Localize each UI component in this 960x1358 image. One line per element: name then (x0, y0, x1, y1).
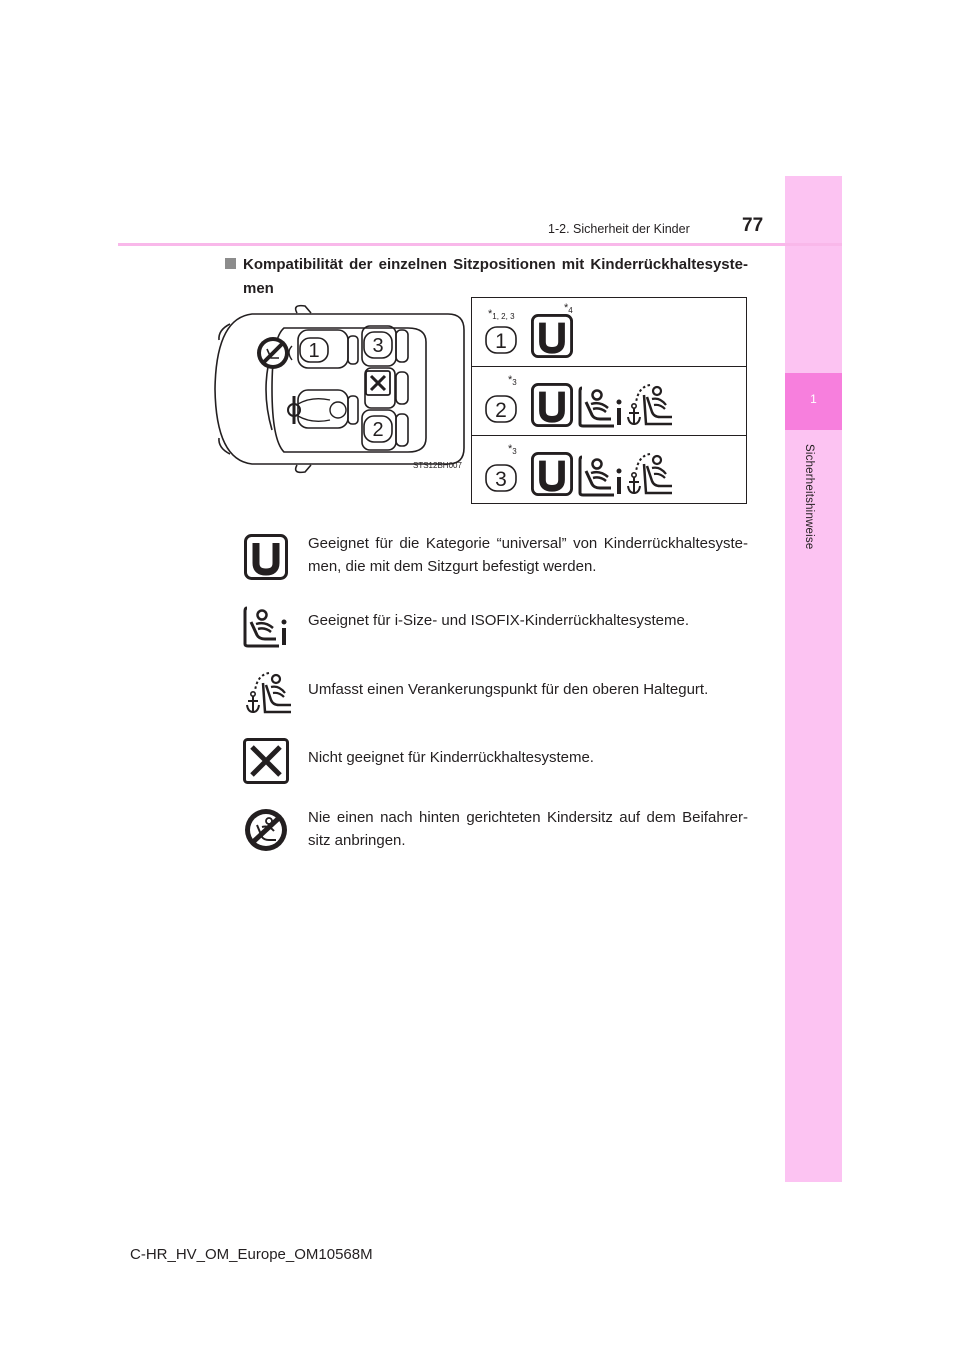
seat-number-2-icon (485, 395, 517, 423)
legend-text: Umfasst einen Verankerungspunkt für den oberen Haltegurt. (308, 681, 709, 698)
universal-u-icon (243, 534, 289, 580)
legend-text: Geeignet für i-Size- und ISOFIX-Kinderrückhaltesysteme. (308, 612, 689, 629)
seat-number-1-icon (485, 326, 517, 354)
section-heading: Kompatibilität der einzelnen Sitzpositionen mit Kinderrückhaltesyste-men (243, 256, 748, 297)
page-number: 77 (742, 215, 764, 236)
svg-text:3: 3 (372, 335, 384, 357)
isofix-child-seat-icon (578, 382, 624, 428)
legend-text: Geeignet für die Kategorie “universal” von Kinderrückhaltesyste-men, die mit dem Sitzgurt befestigt werden. (308, 535, 748, 575)
no-rear-facing-seat-icon (243, 807, 289, 853)
isofix-child-seat-icon (243, 602, 289, 648)
car-seat-diagram (212, 300, 470, 478)
chapter-tab-strip (785, 176, 842, 1182)
top-tether-anchor-icon (243, 669, 293, 715)
mirror-right (296, 465, 311, 472)
row-note-b: $*_4$ (564, 302, 573, 315)
legend-text: Nicht geeignet für Kinderrückhaltesysteme. (308, 749, 594, 766)
driver-figure (288, 396, 346, 424)
heading-bullet-icon (225, 258, 236, 269)
seat-badge-2 (364, 416, 392, 442)
document-code: C-HR_HV_OM_Europe_OM10568M (130, 1246, 373, 1263)
svg-text:2: 2 (495, 399, 507, 422)
chapter-title: Sicherheitshinweise (803, 444, 815, 550)
compatibility-table (471, 297, 747, 504)
header-rule (118, 243, 842, 246)
row-note-a: $*_{1, 2, 3}$ (488, 308, 515, 321)
passenger-prohibition-icon (257, 337, 289, 369)
table-row (472, 366, 746, 436)
svg-text:1: 1 (495, 330, 507, 353)
car-cabin-outline (272, 328, 426, 452)
svg-text:3: 3 (495, 468, 507, 491)
not-suitable-x-icon (243, 738, 289, 784)
universal-u-icon (531, 452, 573, 496)
top-tether-anchor-icon (624, 381, 674, 427)
middle-seat-x-icon (366, 371, 390, 395)
figure-id: STS12BH007 (413, 461, 462, 470)
table-row (472, 298, 746, 367)
svg-text:1: 1 (308, 340, 320, 362)
svg-text:2: 2 (372, 419, 384, 441)
row-note-a: $*_3$ (508, 443, 517, 456)
row-note-a: $*_3$ (508, 374, 517, 387)
universal-u-icon (531, 383, 573, 427)
top-tether-anchor-icon (624, 450, 674, 496)
isofix-child-seat-icon (578, 451, 624, 497)
seat-badge-1 (300, 338, 328, 362)
table-row (472, 435, 746, 504)
section-title: 1-2. Sicherheit der Kinder (548, 222, 690, 236)
chapter-number: 1 (810, 392, 817, 406)
seat-badge-3 (364, 332, 392, 358)
legend-text: Nie einen nach hinten gerichteten Kindersitz auf dem Beifahrer-sitz anbringen. (308, 809, 748, 849)
seat-number-3-icon (485, 464, 517, 492)
universal-u-icon (531, 314, 573, 358)
mirror-left (296, 306, 311, 313)
